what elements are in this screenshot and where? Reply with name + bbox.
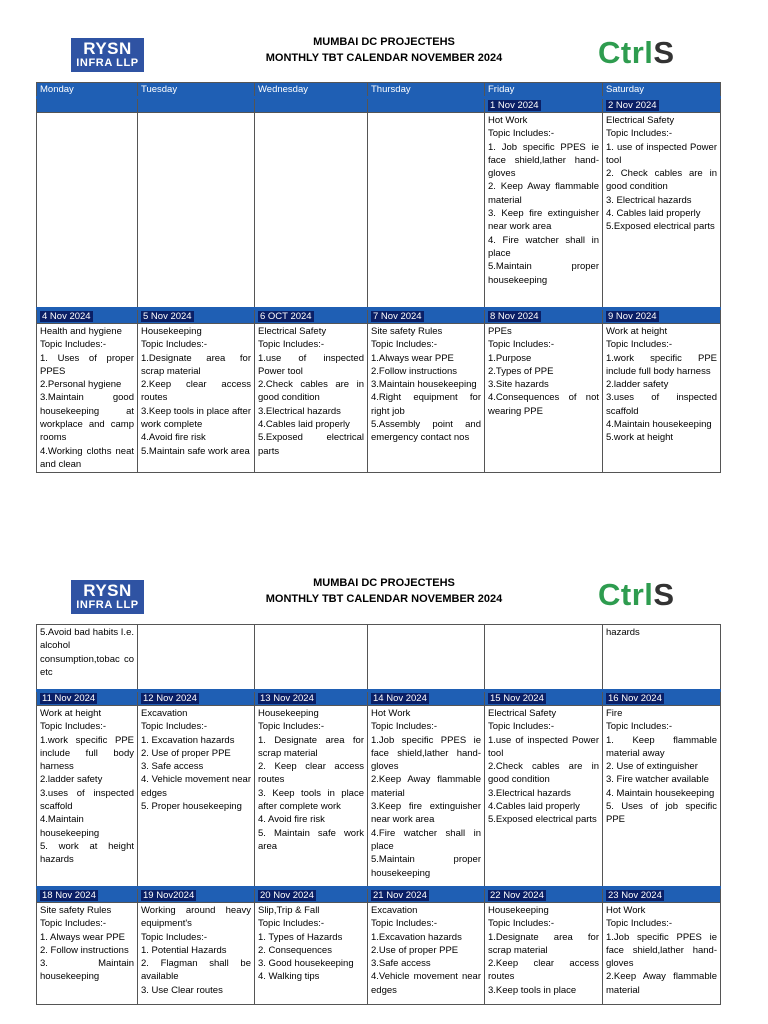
day-cell [255, 706, 368, 888]
date-cell [138, 309, 255, 324]
topic-line: 1.Designate area for scrap material [488, 931, 599, 956]
title-line-2: MONTHLY TBT CALENDAR NOVEMBER 2024 [265, 52, 503, 64]
date-row [37, 309, 721, 324]
topic-line: 3.Keep tools in place after work complete [141, 405, 251, 431]
title-line-1: MUMBAI DC PROJECTEHS [313, 577, 455, 589]
weekday-tuesday: Tuesday [138, 83, 255, 98]
topic-title: hazards [606, 627, 640, 638]
topic-line: 1. Designate area for scrap material [258, 734, 364, 759]
topic-row [37, 706, 721, 888]
topic-line: 2. Check cables are in good condition [606, 168, 717, 193]
date-label: 14 Nov 2024 [373, 693, 427, 704]
date-cell [138, 888, 255, 903]
topic-line: Topic Includes:- [40, 339, 107, 351]
topic-line: 5.Assembly point and emergency contact nos [371, 419, 481, 444]
topic-line: 2. Consequences [258, 944, 332, 956]
topic-title: Site safety Rules [40, 905, 112, 916]
topic-line: Topic Includes:- [488, 128, 555, 140]
topic-line: 5.work at height [606, 432, 674, 444]
topic-line: 4. Avoid fire risk [258, 814, 325, 826]
topic-line: Topic Includes:- [40, 918, 107, 930]
topic-line: 4. Fire watcher shall in place [488, 234, 599, 259]
topic-line: 2. Keep clear access routes [258, 761, 364, 786]
topic-title: Electrical Safety [606, 115, 675, 126]
title-line-2: MONTHLY TBT CALENDAR NOVEMBER 2024 [265, 593, 503, 605]
topic-line: 3.Site hazards [488, 379, 549, 391]
topic-line: 2. Follow instructions [40, 944, 129, 956]
date-cell [485, 691, 603, 706]
topic-line: 5.Exposed electrical parts [488, 814, 597, 826]
topic-line: 5.Maintain proper housekeeping [488, 261, 599, 286]
day-cell [37, 113, 138, 309]
weekday-thursday: Thursday [368, 83, 485, 98]
topic-line: 1. Keep flammable material away [606, 734, 717, 759]
topic-title: Work at height [40, 708, 102, 719]
date-cell [37, 888, 138, 903]
date-label: 23 Nov 2024 [608, 890, 662, 901]
topic-line: 3. Keep tools in place after complete work [258, 787, 364, 813]
topic-line: 3.uses of inspected scaffold [40, 787, 134, 813]
topic-title: Fire [606, 708, 623, 719]
day-cell [138, 113, 255, 309]
topic-line: 1.Excavation hazards [371, 931, 462, 943]
date-cell [603, 888, 721, 903]
topic-line: 1.Purpose [488, 352, 532, 364]
rysn-logo: RYSN INFRA LLP [71, 38, 144, 72]
topic-line: Topic Includes:- [371, 339, 438, 351]
topic-line: 3.Keep fire extinguisher near work area [371, 801, 481, 826]
date-label: 18 Nov 2024 [42, 890, 96, 901]
topic-line: 1. Types of Hazards [258, 931, 343, 943]
weekday-header-row [37, 83, 721, 98]
topic-title: Housekeeping [141, 326, 202, 337]
day-cell [603, 625, 721, 691]
date-label: 6 OCT 2024 [260, 311, 312, 322]
continuation-row [37, 625, 721, 691]
topic-title: Electrical Safety [258, 326, 327, 337]
topic-line: Topic Includes:- [488, 339, 555, 351]
date-label: 4 Nov 2024 [42, 311, 91, 322]
topic-line: 5.Maintain safe work area [141, 445, 250, 457]
date-row [37, 98, 721, 113]
topic-line: 1. use of inspected Power tool [606, 141, 717, 166]
topic-line: Topic Includes:- [606, 339, 673, 351]
topic-line: 4. Cables laid properly [606, 208, 701, 220]
day-cell [37, 706, 138, 888]
topic-line: 3.Safe access [371, 958, 431, 970]
topic-line: 5. Uses of job specific PPE [606, 801, 717, 826]
topic-line: Topic Includes:- [606, 721, 673, 733]
day-cell [485, 324, 603, 473]
day-cell [368, 706, 485, 888]
date-label: 12 Nov 2024 [143, 693, 197, 704]
topic-line: 2. Use of proper PPE [141, 747, 231, 759]
topic-line: 1.Designate area for scrap material [141, 352, 251, 377]
date-cell [485, 888, 603, 903]
date-label: 16 Nov 2024 [608, 693, 662, 704]
topic-line: 2.Check cables are in good condition [488, 761, 599, 786]
topic-line: 2. Use of extinguisher [606, 761, 698, 773]
day-cell [603, 903, 721, 1005]
weekday-wednesday: Wednesday [255, 83, 368, 98]
day-cell [603, 113, 721, 309]
topic-line: 2.Keep Away flammable material [371, 774, 481, 799]
topic-row [37, 324, 721, 473]
topic-line: 3.Keep tools in place [488, 984, 577, 996]
title-line-1: MUMBAI DC PROJECTEHS [313, 36, 455, 48]
day-cell [255, 324, 368, 473]
topic-line: 3. Good housekeeping [258, 958, 354, 970]
date-label: 9 Nov 2024 [608, 311, 657, 322]
date-cell [603, 691, 721, 706]
topic-line: 2.ladder safety [606, 379, 669, 391]
topic-line: 3. Keep fire extinguisher near work area [488, 208, 599, 233]
topic-title: Working around heavy equipment's [141, 905, 251, 930]
topic-line: Topic Includes:- [141, 931, 208, 943]
day-cell [37, 903, 138, 1005]
topic-line: Topic Includes:- [371, 918, 438, 930]
topic-line: 2.ladder safety [40, 774, 103, 786]
day-cell [138, 625, 255, 691]
rysn-logo: RYSN INFRA LLP [71, 580, 144, 614]
topic-line: Topic Includes:- [606, 128, 673, 140]
topic-line: 2.Keep clear access routes [488, 958, 599, 983]
topic-line: 1.Job specific PPES ie face shield,lather hand-gloves [606, 931, 717, 970]
topic-line: 4. Walking tips [258, 971, 320, 983]
date-label: 1 Nov 2024 [490, 100, 539, 111]
topic-line: 3.Electrical hazards [488, 787, 571, 799]
topic-line: 3. Safe access [141, 761, 204, 773]
topic-line: Topic Includes:- [488, 918, 555, 930]
topic-line: 2.Keep clear access routes [141, 379, 251, 404]
topic-line: 5. work at height hazards [40, 840, 134, 866]
date-cell [37, 309, 138, 324]
date-row [37, 691, 721, 706]
date-cell [368, 309, 485, 324]
topic-line: Topic Includes:- [371, 721, 438, 733]
day-cell [138, 903, 255, 1005]
day-cell [603, 324, 721, 473]
date-cell [37, 691, 138, 706]
day-cell [368, 903, 485, 1005]
calendar-table [36, 624, 721, 1005]
topic-line: 1. Job specific PPES ie face shield,lather hand-gloves [488, 141, 599, 180]
date-label: 2 Nov 2024 [608, 100, 657, 111]
topic-title: Excavation [141, 708, 188, 719]
topic-line: 3.Maintain good housekeeping at workplace and camp rooms [40, 392, 134, 444]
date-cell [255, 888, 368, 903]
topic-line: 3. Use Clear routes [141, 984, 223, 996]
topic-line: 3. Fire watcher available [606, 774, 709, 786]
topic-line: 5.Exposed electrical parts [258, 432, 364, 457]
date-cell [603, 309, 721, 324]
topic-line: Topic Includes:- [40, 721, 107, 733]
date-label: 20 Nov 2024 [260, 890, 314, 901]
date-label: 13 Nov 2024 [260, 693, 314, 704]
topic-title: Hot Work [606, 905, 646, 916]
ctrls-logo: CtrlS [598, 577, 675, 612]
weekday-friday: Friday [485, 83, 603, 98]
topic-line: 5.Maintain proper housekeeping [371, 854, 481, 879]
topic-line: Topic Includes:- [488, 721, 555, 733]
topic-title: PPEs [488, 326, 512, 337]
date-cell [485, 98, 603, 113]
topic-line: 4.Right equipment for right job [371, 392, 481, 417]
topic-title: Work at height [606, 326, 668, 337]
topic-line: Topic Includes:- [258, 918, 325, 930]
day-cell [138, 706, 255, 888]
topic-title: Hot Work [371, 708, 411, 719]
day-cell [37, 324, 138, 473]
topic-row [37, 903, 721, 1005]
calendar-table [36, 82, 721, 473]
topic-line: 5. Proper housekeeping [141, 801, 242, 813]
topic-line: 1.work specific PPE include full body harness [40, 734, 134, 773]
topic-title: Housekeeping [488, 905, 549, 916]
day-cell [37, 625, 138, 691]
topic-line: 1. Excavation hazards [141, 734, 235, 746]
date-cell [255, 309, 368, 324]
topic-line: 2. Flagman shall be available [141, 958, 251, 983]
topic-title: Housekeeping [258, 708, 319, 719]
topic-line: Topic Includes:- [258, 339, 325, 351]
weekday-monday: Monday [37, 83, 138, 98]
date-label: 21 Nov 2024 [373, 890, 427, 901]
topic-line: 5. Maintain safe work area [258, 827, 364, 852]
topic-line: Topic Includes:- [141, 721, 208, 733]
date-label: 22 Nov 2024 [490, 890, 544, 901]
topic-line: 3.Maintain housekeeping [371, 379, 477, 391]
topic-line: 4.Maintain housekeeping [606, 419, 712, 431]
day-cell [485, 113, 603, 309]
day-cell [255, 903, 368, 1005]
topic-line: 5.Exposed electrical parts [606, 221, 715, 233]
topic-line: 2.Keep Away flammable material [606, 971, 717, 996]
date-cell [138, 691, 255, 706]
date-cell [485, 309, 603, 324]
day-cell [368, 625, 485, 691]
day-cell [368, 324, 485, 473]
topic-line: 4. Vehicle movement near edges [141, 774, 251, 799]
date-label: 8 Nov 2024 [490, 311, 539, 322]
topic-line: 1.work specific PPE include full body harness [606, 352, 717, 377]
date-label: 19 Nov2024 [143, 890, 195, 901]
weekday-saturday: Saturday [603, 83, 721, 98]
topic-title: Excavation [371, 905, 418, 916]
date-label: 7 Nov 2024 [373, 311, 422, 322]
date-cell [368, 888, 485, 903]
date-cell [255, 691, 368, 706]
day-cell [255, 625, 368, 691]
date-cell [255, 98, 368, 113]
date-label: 11 Nov 2024 [42, 693, 96, 704]
date-cell [368, 691, 485, 706]
topic-line: 4.Vehicle movement near edges [371, 971, 481, 996]
topic-title: Electrical Safety [488, 708, 557, 719]
topic-line: 2.Use of proper PPE [371, 944, 459, 956]
topic-line: 3.uses of inspected scaffold [606, 392, 717, 417]
topic-line: 1.Job specific PPES ie face shield,lather hand-gloves [371, 734, 481, 773]
ctrls-logo: CtrlS [598, 35, 675, 70]
topic-line: Topic Includes:- [141, 339, 208, 351]
topic-title: Health and hygiene [40, 326, 122, 337]
topic-line: 1. Always wear PPE [40, 931, 126, 943]
topic-line: Topic Includes:- [258, 721, 325, 733]
day-cell [255, 113, 368, 309]
day-cell [138, 324, 255, 473]
topic-line: 1. Potential Hazards [141, 944, 227, 956]
topic-line: 4.Working cloths neat and clean [40, 445, 134, 470]
topic-line: 1.use of inspected Power tool [488, 734, 599, 759]
date-row [37, 888, 721, 903]
day-cell [368, 113, 485, 309]
date-cell [603, 98, 721, 113]
topic-line: 4.Fire watcher shall in place [371, 827, 481, 852]
topic-title: Site safety Rules [371, 326, 443, 337]
topic-line: 3.Electrical hazards [258, 405, 341, 417]
topic-title: Slip,Trip & Fall [258, 905, 320, 916]
topic-line: 3. Maintain housekeeping [40, 958, 134, 983]
day-cell [485, 706, 603, 888]
date-cell [368, 98, 485, 113]
day-cell [485, 903, 603, 1005]
topic-line: 2.Types of PPE [488, 365, 554, 377]
date-cell [37, 98, 138, 113]
day-cell [603, 706, 721, 888]
date-cell [138, 98, 255, 113]
topic-line: 1. Uses of proper PPES [40, 352, 134, 377]
day-cell [485, 625, 603, 691]
topic-row [37, 113, 721, 309]
date-label: 5 Nov 2024 [143, 311, 192, 322]
topic-title: Hot Work [488, 115, 528, 126]
topic-line: 2.Check cables are in good condition [258, 379, 364, 404]
topic-line: 1.use of inspected Power tool [258, 352, 364, 377]
topic-line: 1.Always wear PPE [371, 352, 454, 364]
topic-line: 4. Maintain housekeeping [606, 787, 715, 799]
topic-line: Topic Includes:- [606, 918, 673, 930]
topic-line: 4.Consequences of not wearing PPE [488, 392, 599, 417]
topic-title: 5.Avoid bad habits I.e. alcohol consumption,tobac co etc [40, 627, 134, 678]
topic-line: 4.Maintain housekeeping [40, 814, 100, 839]
topic-line: 4.Cables laid properly [258, 419, 350, 431]
topic-line: 3. Electrical hazards [606, 194, 692, 206]
date-label: 15 Nov 2024 [490, 693, 544, 704]
topic-line: 4.Avoid fire risk [141, 432, 206, 444]
topic-line: 2. Keep Away flammable material [488, 181, 599, 206]
topic-line: 2.Follow instructions [371, 365, 458, 377]
topic-line: 2.Personal hygiene [40, 379, 122, 391]
topic-line: 4.Cables laid properly [488, 801, 580, 813]
